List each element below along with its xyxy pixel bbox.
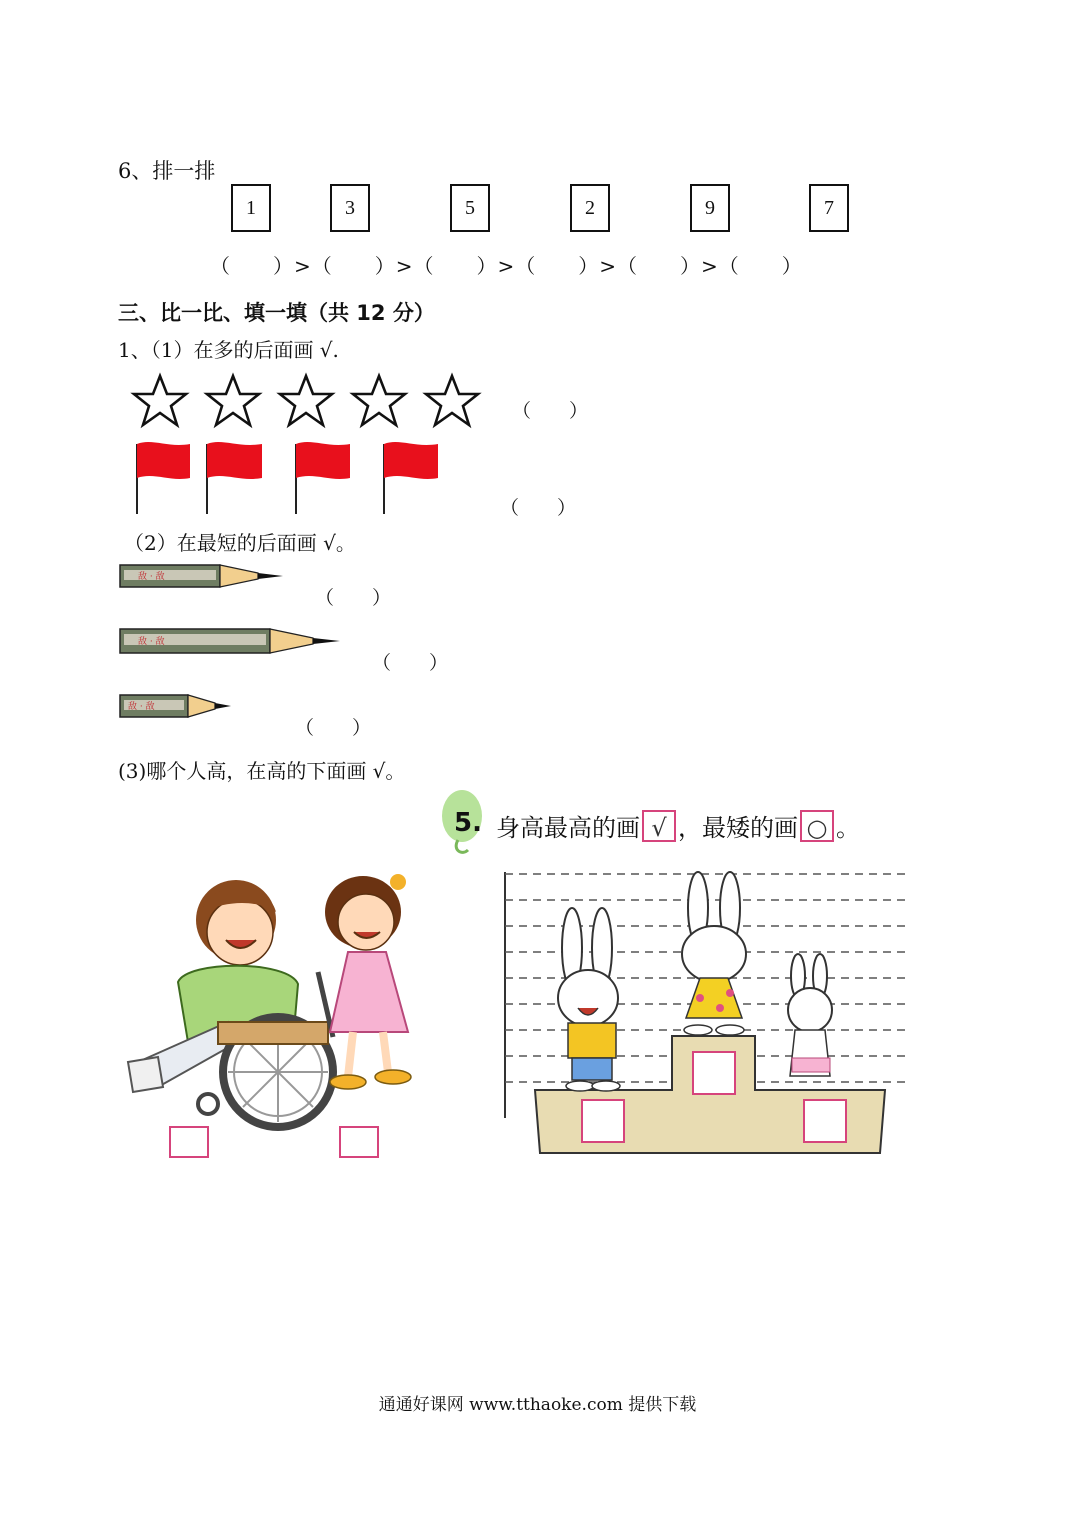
number-box: 7 <box>809 184 849 232</box>
stars-answer[interactable]: （ ） <box>512 400 589 422</box>
number-box: 3 <box>330 184 370 232</box>
rabbit-left-figure <box>558 908 620 1091</box>
rabbit-question-number: 5. <box>454 808 482 838</box>
q2-prompt: （2）在最短的后面画 √。 <box>124 531 356 555</box>
star-icon <box>207 376 259 425</box>
rabbit-right-figure <box>788 954 832 1076</box>
rabbit-right-answer-box <box>804 1100 846 1142</box>
girl-figure <box>325 874 411 1089</box>
stars-row <box>128 372 488 432</box>
kids-wheelchair-illustration <box>118 872 438 1172</box>
section-3-heading: 三、比一比、填一填（共 12 分） <box>118 301 435 325</box>
q1-prompt: 1、（1）在多的后面画 √. <box>118 338 339 362</box>
rabbit-middle-answer-box <box>693 1052 735 1094</box>
boy-answer-box[interactable] <box>169 1126 209 1158</box>
pencil-label-text: 敌 · 敌 <box>138 637 165 647</box>
pencil-short-answer[interactable]: （ ） <box>295 717 372 739</box>
rabbit-prompt-end: 。 <box>836 814 860 842</box>
flag-icon <box>207 442 262 514</box>
girl-answer-box[interactable] <box>339 1126 379 1158</box>
rabbit-prompt-tallest: 身高最高的画 <box>496 814 640 842</box>
pencil-label-text: 敌 · 敌 <box>138 572 165 582</box>
number-box: 2 <box>570 184 610 232</box>
number-box: 1 <box>231 184 271 232</box>
pencil-label-text: 敌 · 敌 <box>128 702 155 712</box>
circle-mark-box: ○ <box>800 810 834 842</box>
check-mark-box: √ <box>642 810 676 842</box>
q3-prompt: (3)哪个人高，在高的下面画 √。 <box>118 759 406 783</box>
flags-answer[interactable]: （ ） <box>500 497 577 519</box>
star-icon <box>134 376 186 425</box>
section-6-title: 6、排一排 <box>118 159 216 183</box>
flag-icon <box>296 442 350 514</box>
flags-row <box>130 438 450 518</box>
star-icon <box>280 376 332 425</box>
flag-icon <box>384 442 438 514</box>
pencil-short <box>118 692 233 720</box>
pencil-long-answer[interactable]: （ ） <box>372 652 449 674</box>
flag-icon <box>137 442 190 514</box>
rabbit-left-answer-box <box>582 1100 624 1142</box>
order-blanks[interactable]: （ ）>（ ）>（ ）>（ ）>（ ）>（ ） <box>210 254 803 278</box>
star-icon <box>353 376 405 425</box>
boy-figure <box>128 880 298 1092</box>
pencil-long <box>118 626 343 656</box>
rabbit-middle-figure <box>682 872 746 1035</box>
number-box: 5 <box>450 184 490 232</box>
pencil-medium-answer[interactable]: （ ） <box>315 587 392 609</box>
number-box: 9 <box>690 184 730 232</box>
rabbit-question-header <box>438 786 938 858</box>
footer-source: 通通好课网 www.tthaoke.com 提供下载 <box>378 1395 697 1415</box>
rabbit-prompt-shortest: ，最矮的画 <box>678 814 798 842</box>
pencil-medium <box>118 562 288 590</box>
rabbits-illustration <box>500 868 910 1158</box>
star-icon <box>426 376 478 425</box>
